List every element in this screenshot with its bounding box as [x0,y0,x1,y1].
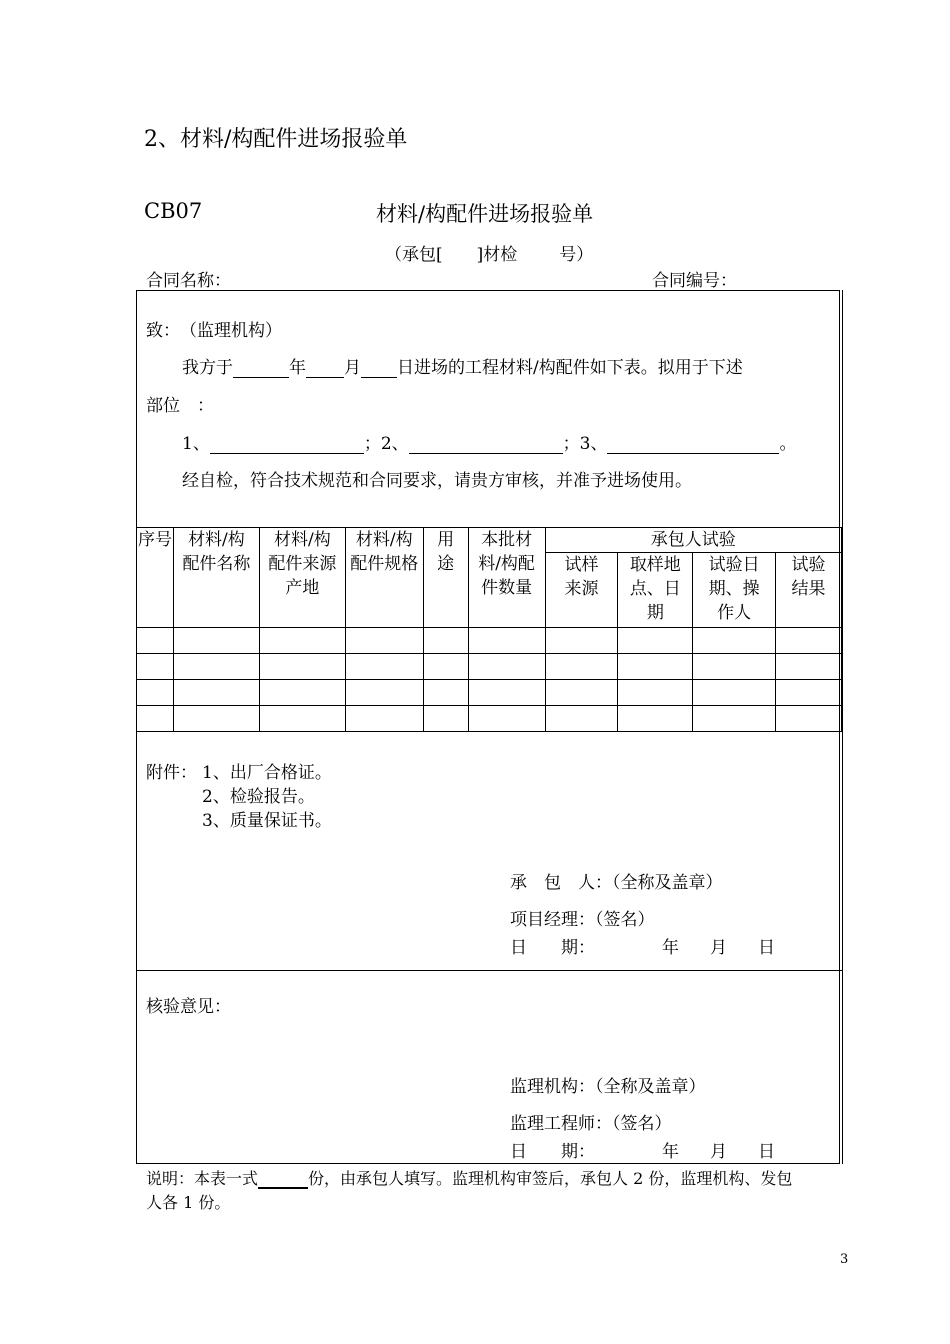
table-row [137,628,842,654]
page-number: 3 [840,1252,849,1267]
location-sep-2: ； [562,434,580,454]
header-sampling-place: 取样地点、日期 [618,553,693,628]
intro-d: 日进场的工程材料/构配件如下表。拟用于下述 [397,358,743,378]
location-1-field[interactable] [210,435,364,454]
header-test-result: 试验结果 [776,553,842,628]
frame-edge [842,290,843,1164]
header-test-date: 试验日期、操作人 [693,553,776,628]
contract-no-label: 合同编号： [652,271,737,291]
subtitle-mid: ]材检 [476,245,518,265]
locations-line [182,429,796,454]
to-line: 致： （监理机构） [146,321,282,341]
note-a: 说明：本表一式 [146,1169,259,1188]
table-row [137,680,842,706]
header-index: 序号 [137,528,174,628]
form-code: CB07 [144,199,203,223]
intro-line [182,353,743,378]
header-spec: 材料/构配件规格 [345,528,423,628]
attachments-label: 附件： [146,763,197,783]
location-label: 部位 ： [146,396,214,416]
contractor-date-day: 日 [758,938,775,958]
contractor-date-month: 月 [710,938,727,958]
header-material-name: 材料/构配件名称 [173,528,259,628]
note-b: 份，由承包人填写。监理机构审签后，承包人 2 份，监理机构、发包 [308,1169,793,1188]
intro-a: 我方于 [182,358,233,378]
location-2-label: 2、 [380,434,409,454]
attachment-item: 2、检验报告。 [202,787,315,807]
blank-year[interactable] [233,359,289,378]
materials-table [136,527,842,732]
note-line-1 [146,1166,792,1189]
intro-c: 月 [344,358,361,378]
contract-name-label: 合同名称： [146,271,231,291]
subtitle-open: （承包[ [385,245,443,265]
project-manager-label: 项目经理：（签名） [510,910,655,930]
attachment-item: 3、质量保证书。 [202,811,332,831]
blank-month[interactable] [306,359,344,378]
section-heading: 2、材料/构配件进场报验单 [144,127,408,152]
form-subtitle [385,240,593,265]
self-check-statement: 经自检，符合技术规范和合同要求，请贵方审核，并准予进场使用。 [182,471,692,491]
contractor-date-year: 年 [662,938,679,958]
section-divider [136,970,842,971]
header-quantity: 本批材料/构配件数量 [468,528,545,628]
header-sample-source: 试样来源 [545,553,618,628]
location-3-field[interactable] [607,435,779,454]
location-end: 。 [779,434,797,454]
contractor-label: 承 包 人：（全称及盖章） [510,873,723,893]
table-row [137,706,842,732]
header-contractor-test: 承包人试验 [545,528,841,553]
copies-blank[interactable] [258,1171,308,1189]
header-usage: 用途 [423,528,468,628]
supervision-org-label: 监理机构：（全称及盖章） [510,1077,706,1097]
attachment-item: 1、出厂合格证。 [202,763,332,783]
review-date-day: 日 [758,1142,775,1162]
review-date-label: 日 期： [510,1142,595,1162]
review-date-month: 月 [710,1142,727,1162]
table-row [137,654,842,680]
subtitle-end: 号） [559,245,594,265]
location-1-label: 1、 [182,434,210,454]
form-title: 材料/构配件进场报验单 [376,202,594,226]
contractor-date-label: 日 期： [510,938,595,958]
note-line-2: 人各 1 份。 [146,1193,231,1212]
header-origin: 材料/构配件来源产地 [259,528,345,628]
review-label: 核验意见： [146,997,231,1017]
intro-b: 年 [289,358,306,378]
location-3-label: 3、 [579,434,608,454]
location-2-field[interactable] [409,435,563,454]
location-sep-1: ； [363,434,381,454]
supervision-engineer-label: 监理工程师：（签名） [510,1114,672,1134]
review-date-year: 年 [662,1142,679,1162]
blank-day[interactable] [361,359,397,378]
